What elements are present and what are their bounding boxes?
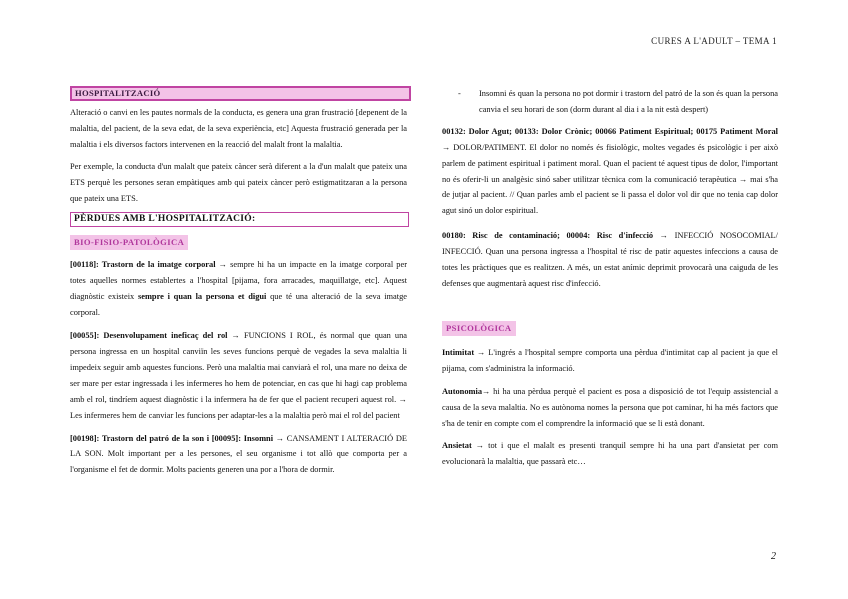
psicologica-tag: PSICOLÒGICA bbox=[442, 321, 516, 336]
arrow-icon: → bbox=[227, 331, 244, 341]
autonomia-text: hi ha una pèrdua perquè el pacient es posa a disposició de tot l'equip assistencial a causa de la seva malaltia. No es autònoma nomes la persona que pot caminar, hi ha més factors que s'ha de tenir en compte com el comprendre la informació que se li està donant. bbox=[442, 386, 778, 428]
diagnosis-dolor-label: 00132: Dolor Agut; 00133: Dolor Crònic; 00066 Patiment Espiritual; 00175 Patiment Moral bbox=[442, 126, 778, 136]
diagnosis-00118-label: [00118]: Trastorn de la imatge corporal bbox=[70, 260, 216, 270]
intimitat-label: Intimitat bbox=[442, 347, 475, 357]
intro-paragraph-2: Per exemple, la conducta d'un malalt que pateix càncer serà diferent a la d'un malalt que pateix una ETS perquè les persones seran empàtiques amb qui pateix càncer però estigmatitzaran a la persona que pateix una ETS. bbox=[70, 161, 407, 203]
arrow-icon: → bbox=[442, 142, 454, 152]
diagnosis-00198-paragraph bbox=[70, 431, 407, 479]
intimitat-paragraph bbox=[442, 345, 778, 377]
diagnosis-00118-text-end: que té una alteració de la seva imatge corporal. bbox=[70, 292, 407, 318]
diagnosis-infeccio-paragraph bbox=[442, 228, 778, 292]
diagnosis-00198-text: CANSAMENT I ALTERACIÓ DE LA SON. Molt important per a les persones, el seu organisme i tot allò que comporta per a l'organisme el fet de dormir. Molts pacients generen una por a l'hora de dormir. bbox=[70, 433, 408, 475]
arrow-icon: → bbox=[273, 433, 287, 443]
diagnosis-infeccio-text: INFECCIÓ NOSOCOMIAL/ INFECCIÓ. Quan una persona ingressa a l'hospital té risc de patir aquestes infeccions a causa de totes les pràctiques que es realitzen. A més, un estat anímic deprimit provocarà una caiguda de les defenses que augmentarà aquest risc d'infecció. bbox=[442, 231, 778, 288]
ansietat-text: tot i que el malalt es presenti tranquil sempre hi ha una part d'ansietat per com evolucionarà la malaltia, que passarà etc… bbox=[442, 441, 779, 467]
diagnosis-dolor-paragraph bbox=[442, 124, 778, 219]
arrow-icon: → bbox=[482, 386, 494, 396]
left-column bbox=[70, 86, 407, 478]
page-number: 2 bbox=[771, 551, 776, 562]
right-column bbox=[442, 86, 778, 470]
insomni-bullet bbox=[442, 86, 778, 118]
arrow-icon: → bbox=[396, 394, 408, 404]
arrow-icon: → bbox=[471, 441, 489, 451]
diagnosis-00055-paragraph bbox=[70, 328, 407, 423]
diagnosis-dolor-text: DOLOR/PATIMENT. El dolor no només és fisiològic, moltes vegades és psicològic i per això parlem de patiment espiritual i patiment moral. Quan el pacient té aquest tipus de dolor, l'important no és oferir-li un analgèsic sinó saber utilitzar tècnica com la comunicació terapèutica bbox=[442, 142, 779, 184]
diagnosis-00055-label: [00055]: Desenvolupament ineficaç del rol bbox=[70, 331, 228, 341]
diagnosis-00118-text: sempre hi ha un impacte en la imatge corporal per totes aquelles normes establertes a l'hospital [pijama, fora arracades, maquillatge, etc]. Aquest diagnòstic existeix bbox=[70, 260, 407, 302]
diagnosis-00118-paragraph bbox=[70, 257, 407, 321]
ansietat-label: Ansietat bbox=[442, 441, 472, 451]
diagnosis-dolor-text-end: mai s'ha de jutjar al pacient. // Quan parles amb el pacient se li passa el dolor vol dir que no tenia cap dolor agut sinó un dolor espiritual. bbox=[442, 174, 779, 216]
hospitalitzacio-heading: HOSPITALITZACIÓ bbox=[70, 86, 411, 101]
intimitat-text: L'ingrés a l'hospital sempre comporta una pèrdua d'intimitat cap al pacient ja que el pijama, com s'administra la informació. bbox=[442, 347, 778, 373]
autonomia-label: Autonomia bbox=[442, 386, 483, 396]
arrow-icon: → bbox=[736, 174, 751, 184]
diagnosis-00055-text-end: Les infermeres hem de canviar les funcions per adaptar-les a la malaltia però mai el rol del pacient bbox=[70, 410, 400, 420]
diagnosis-00118-emphasis: sempre i quan la persona et digui bbox=[137, 292, 267, 302]
diagnosis-00055-text: FUNCIONS I ROL, és normal que quan una persona ingressa en un hospital canviïn les seves funcions perquè de vegades la seva malaltia li impedeix seguir amb aquestes funcions. Però una malaltia mai canviarà el rol, una mare no deixa de ser mare per estar ingressada i les infermeres ho hem de potenciar, en cas que hi hagi cap problema amb el rol, tindríem aquest diagnòstic i la infermera ha de fer que el pacient recuperi aquest rol. bbox=[70, 331, 408, 404]
running-header: CURES A L'ADULT – TEMA 1 bbox=[651, 36, 777, 46]
intro-paragraph-1: Alteració o canvi en les pautes normals de la conducta, es genera una gran frustració [depenent de la malaltia, del pacient, de la seva edat, de la seva experiència, etc] Aquesta frustració generada per la malaltia i els diversos factors intervenen en la reacció del malalt front la malaltia. bbox=[70, 108, 407, 149]
arrow-icon: → bbox=[215, 260, 231, 270]
bio-fisio-patologica-tag: BIO-FISIO-PATOLÒGICA bbox=[70, 235, 188, 250]
diagnosis-00198-label: [00198]: Trastorn del patró de la son i [00095]: Insomni bbox=[70, 433, 274, 443]
perdues-heading: PÈRDUES AMB L'HOSPITALITZACIÓ: bbox=[70, 212, 409, 227]
arrow-icon: → bbox=[474, 347, 489, 357]
bullet-icon: - bbox=[458, 89, 461, 98]
ansietat-paragraph bbox=[442, 438, 778, 470]
autonomia-paragraph bbox=[442, 384, 778, 432]
diagnosis-infeccio-label: 00180: Risc de contaminació; 00004: Risc d'infecció bbox=[442, 231, 654, 241]
insomni-bullet-text: Insomni és quan la persona no pot dormir i trastorn del patró de la son és quan la persona canvia el seu horari de son (dorm durant al dia i a la nit està despert) bbox=[479, 89, 778, 114]
arrow-icon: → bbox=[653, 231, 675, 241]
